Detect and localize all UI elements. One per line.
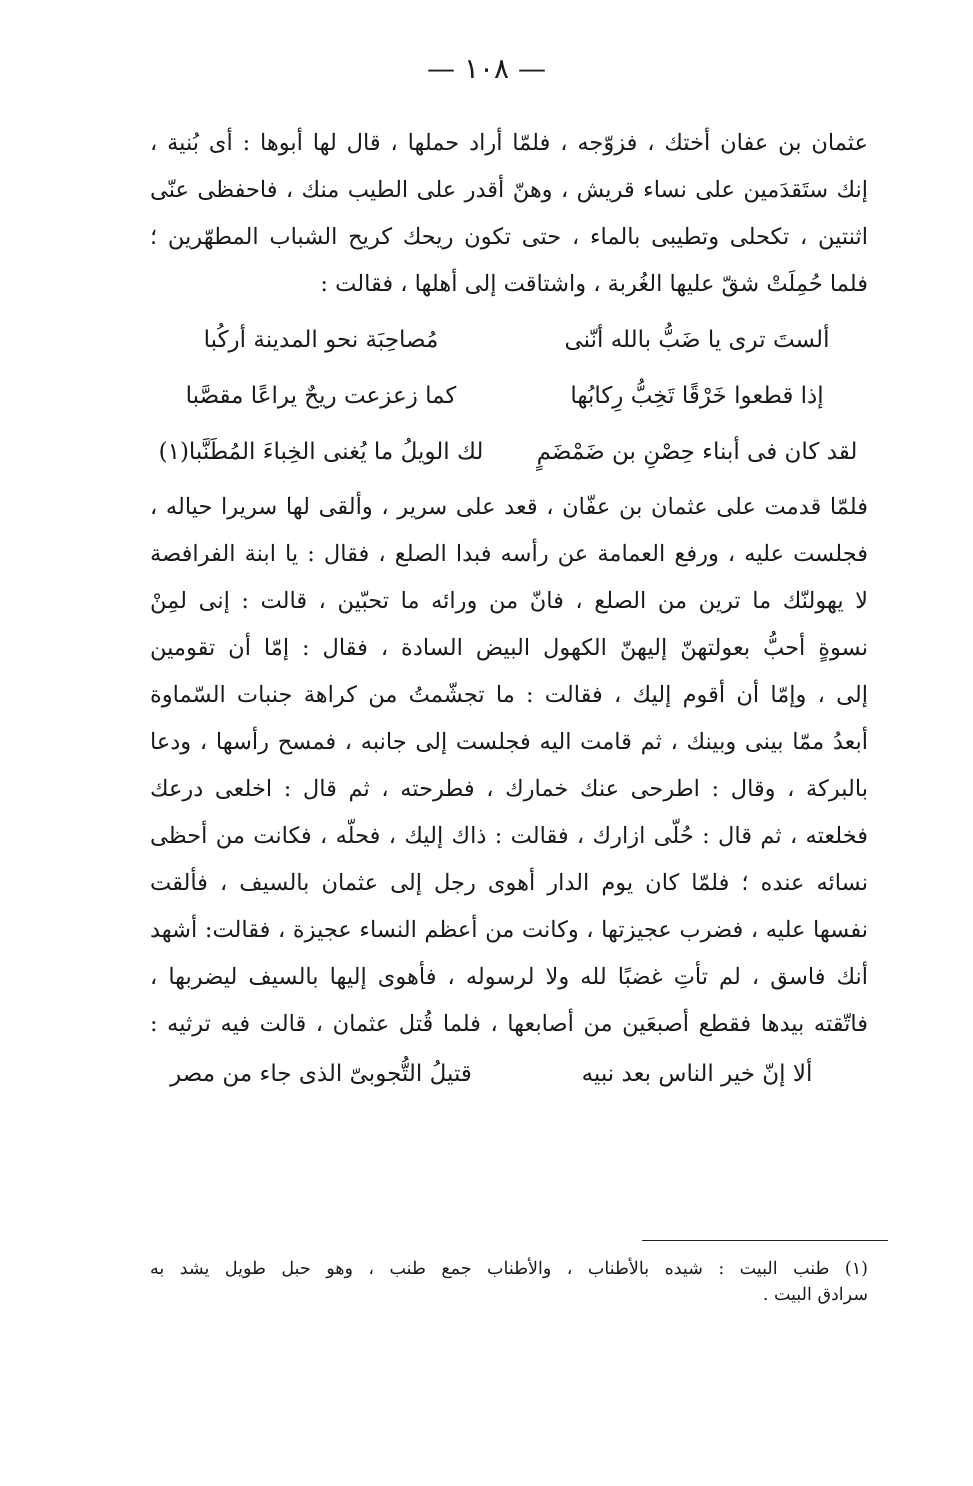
text-line: فاتّقته بيدها فقطع أصبعَين من أصابعها ، فلما قُتل عثمان ، قالت فيه ترثيه :: [150, 1011, 868, 1037]
verse-second-hemistich: قتيلُ التُّجوبىّ الذى جاء من مصر: [170, 1061, 472, 1087]
poem-2: [150, 1048, 868, 1100]
page-number: — ١٠٨ —: [427, 52, 546, 85]
text-line: إلى ، وإمّا أن أقوم إليك ، فقالت : ما تجشّمتُ من كراهة جنبات السّماوة: [150, 682, 868, 708]
text-line: إنك ستَقدَمين على نساء قريش ، وهنّ أقدر على الطيب منك ، فاحفظى عنّى: [150, 177, 868, 203]
verse: [150, 312, 868, 368]
text-line: فخلعته ، ثم قال : حُلّى ازارك ، فقالت : ذاك إليك ، فحلّه ، فكانت من أحظى: [150, 823, 868, 849]
text-line: نسائه عنده ؛ فلمّا كان يوم الدار أهوى رجل إلى عثمان بالسيف ، فألقت: [150, 870, 868, 896]
text-line: فلما حُمِلَتْ شقّ عليها الغُربة ، واشتاقت إلى أهلها ، فقالت :: [320, 271, 868, 297]
footnote-line: سرادق البيت .: [762, 1285, 868, 1305]
text-line: اثنتين ، تكحلى وتطيبى بالماء ، حتى تكون ريحك كريح الشباب المطهّرين ؛: [150, 224, 868, 250]
verse-first-hemistich: إذا قطعوا خَرْقًا تَخِبُّ رِكابُها: [570, 383, 824, 409]
verse: [150, 368, 868, 424]
text-line: نسوةٍ أحبُّ بعولتهنّ إليهنّ الكهول البيض السادة ، فقال : إمّا أن تقومين: [150, 635, 868, 661]
verse-first-hemistich: ألا إنّ خير الناس بعد نبيه: [581, 1061, 813, 1087]
verse: [150, 1048, 868, 1100]
verse: [150, 424, 868, 480]
text-line: عثمان بن عفان أختك ، فزوّجه ، فلمّا أراد حملها ، قال لها أبوها : أى بُنية ،: [150, 130, 868, 156]
footnote-divider: [642, 1240, 888, 1241]
text-line: لا يهولنّك ما ترين من الصلع ، فانّ من ورائه ما تحبّين ، قالت : إنى لمِنْ: [150, 588, 868, 614]
footnote-line: (١) طنب البيت : شيده بالأطناب ، والأطناب جمع طنب ، وهو حبل طويل يشد به: [150, 1259, 868, 1279]
footnote: [150, 1256, 868, 1308]
text-line: نفسها عليه ، فضرب عجيزتها ، وكانت من أعظم النساء عجيزة ، فقالت: أشهد: [150, 917, 868, 943]
verse-second-hemistich: لك الويلُ ما يُغنى الخِباءَ المُطَنَّبا(١): [158, 439, 484, 465]
text-line: بالبركة ، وقال : اطرحى عنك خمارك ، فطرحته ، ثم قال : اخلعى درعك: [150, 776, 868, 802]
verse-second-hemistich: مُصاحِبَة نحو المدينة أركُبا: [203, 327, 439, 353]
verse-first-hemistich: لقد كان فى أبناء حِصْنِ بن ضَمْضَمٍ: [536, 439, 858, 465]
text-line: أبعدُ ممّا بينى وبينك ، ثم قامت اليه فجلست إلى جانبه ، فمسح رأسها ، ودعا: [150, 729, 868, 755]
paragraph-1: [150, 120, 868, 308]
poem-1: [150, 312, 868, 480]
text-line: أنك فاسق ، لم تأتِ غضبًا لله ولا لرسوله ، فأهوى إليها بالسيف ليضربها ،: [150, 964, 868, 990]
paragraph-2: [150, 484, 868, 1048]
verse-first-hemistich: ألستَ ترى يا ضَبُّ بالله أنّنى: [564, 327, 830, 353]
text-line: فجلست عليه ، ورفع العمامة عن رأسه فبدا الصلع ، فقال : يا ابنة الفرافصة: [150, 541, 868, 567]
main-text: [150, 120, 868, 1100]
verse-second-hemistich: كما زعزعت ريحٌ يراعًا مقصَّبا: [185, 383, 457, 409]
text-line: فلمّا قدمت على عثمان بن عفّان ، قعد على سرير ، وألقى لها سريرا حياله ،: [150, 494, 868, 520]
